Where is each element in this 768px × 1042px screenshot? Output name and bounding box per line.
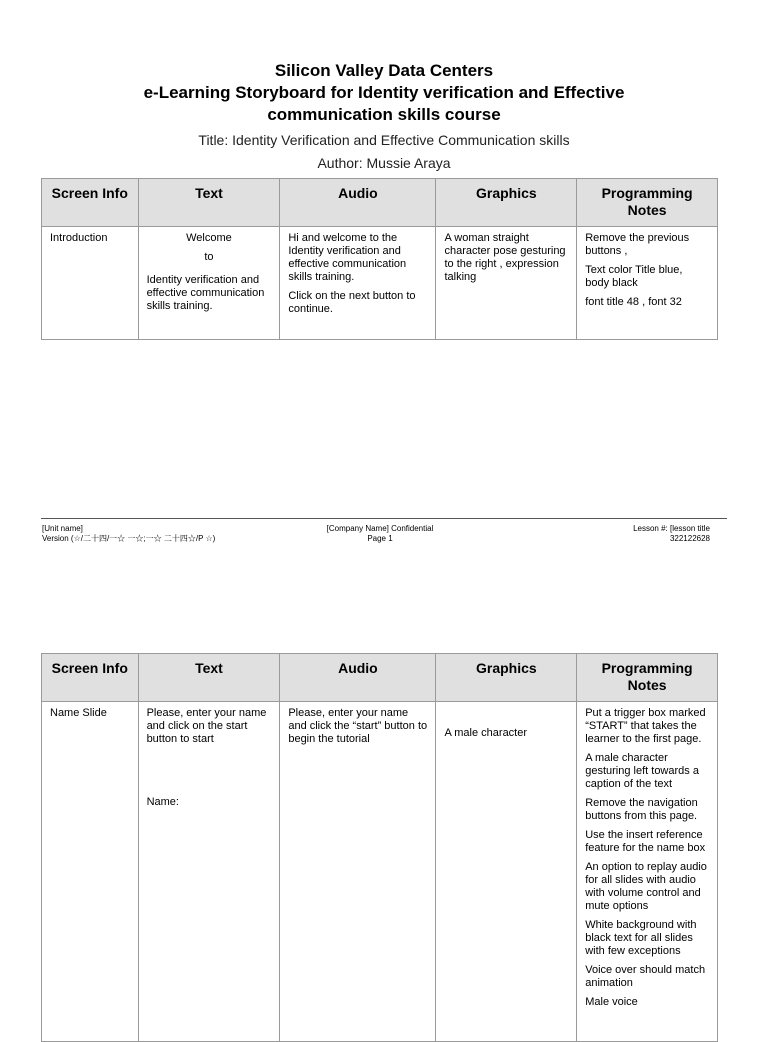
cell-screen: Introduction xyxy=(42,227,139,340)
cell-screen: Name Slide xyxy=(42,702,139,1042)
storyboard-table-2 xyxy=(41,653,718,1042)
cell-graphics: A male character xyxy=(436,702,577,1042)
footer-lesson-number: 322122628 xyxy=(669,534,710,543)
note-line: Remove the previous buttons , xyxy=(585,232,690,257)
text-line: Please, enter your name and click on the start button to start xyxy=(146,707,267,745)
doc-title-line3: communication skills course xyxy=(267,105,501,124)
cell-notes xyxy=(577,702,718,1042)
audio-line: Click on the next button to continue. xyxy=(288,290,416,315)
table-row xyxy=(42,702,718,1042)
course-title: Title: Identity Verification and Effective Communication skills xyxy=(198,132,570,148)
table-header-row xyxy=(42,654,718,702)
table-row xyxy=(42,227,718,340)
text-line: to xyxy=(204,251,214,263)
text-line: Identity verification and effective communication skills training. xyxy=(146,274,265,312)
cell-text xyxy=(138,702,280,1042)
text-line: Welcome xyxy=(186,232,232,244)
author: Author: Mussie Araya xyxy=(317,155,451,171)
col-graphics: Graphics xyxy=(436,654,577,702)
footer-unit: [Unit name] xyxy=(42,524,83,533)
note-line: Remove the navigation buttons from this page. xyxy=(585,797,698,822)
note-line: Male voice xyxy=(585,996,638,1008)
note-line: Use the insert reference feature for the name box xyxy=(585,829,706,854)
col-audio: Audio xyxy=(280,654,436,702)
cell-graphics: A woman straight character pose gesturing to the right , expression talking xyxy=(436,227,577,340)
footer-company: [Company Name] Confidential xyxy=(326,524,434,533)
col-screen-info: Screen Info xyxy=(42,179,139,227)
footer-lesson: Lesson #: [lesson title xyxy=(633,524,710,533)
storyboard-table-1 xyxy=(41,178,718,340)
cell-audio: Please, enter your name and click the “start” button to begin the tutorial xyxy=(280,702,436,1042)
footer-right xyxy=(560,524,710,544)
doc-title-line1: Silicon Valley Data Centers xyxy=(274,61,494,80)
doc-title-line2: e-Learning Storyboard for Identity verification and Effective xyxy=(143,83,625,102)
col-text: Text xyxy=(138,654,280,702)
col-text: Text xyxy=(138,179,280,227)
cell-text xyxy=(138,227,280,340)
note-line: Voice over should match animation xyxy=(585,964,706,989)
col-screen-info: Screen Info xyxy=(42,654,139,702)
note-line: A male character gesturing left towards a caption of the text xyxy=(585,752,699,790)
cell-audio xyxy=(280,227,436,340)
audio-line: Hi and welcome to the Identity verification and effective communication skills training. xyxy=(288,232,407,283)
cell-notes xyxy=(577,227,718,340)
note-line: font title 48 , font 32 xyxy=(585,296,682,308)
footer-rule xyxy=(41,518,727,519)
col-graphics: Graphics xyxy=(436,179,577,227)
footer-version: Version (☆/二十四/一☆ 一☆;一☆ 二十四☆/P ☆) xyxy=(42,534,216,543)
footer-left xyxy=(42,524,215,544)
text-line: Name: xyxy=(146,796,179,808)
col-programming-notes: Programming Notes xyxy=(577,654,718,702)
col-audio: Audio xyxy=(280,179,436,227)
table-header-row xyxy=(42,179,718,227)
footer-page: Page 1 xyxy=(367,534,393,543)
footer-center xyxy=(280,524,480,544)
note-line: Put a trigger box marked “START” that takes the learner to the first page. xyxy=(585,707,706,745)
col-programming-notes: Programming Notes xyxy=(577,179,718,227)
note-line: White background with black text for all slides with few exceptions xyxy=(585,919,697,957)
note-line: Text color Title blue, body black xyxy=(585,264,683,289)
note-line: An option to replay audio for all slides with audio with volume control and mute options xyxy=(585,861,707,912)
